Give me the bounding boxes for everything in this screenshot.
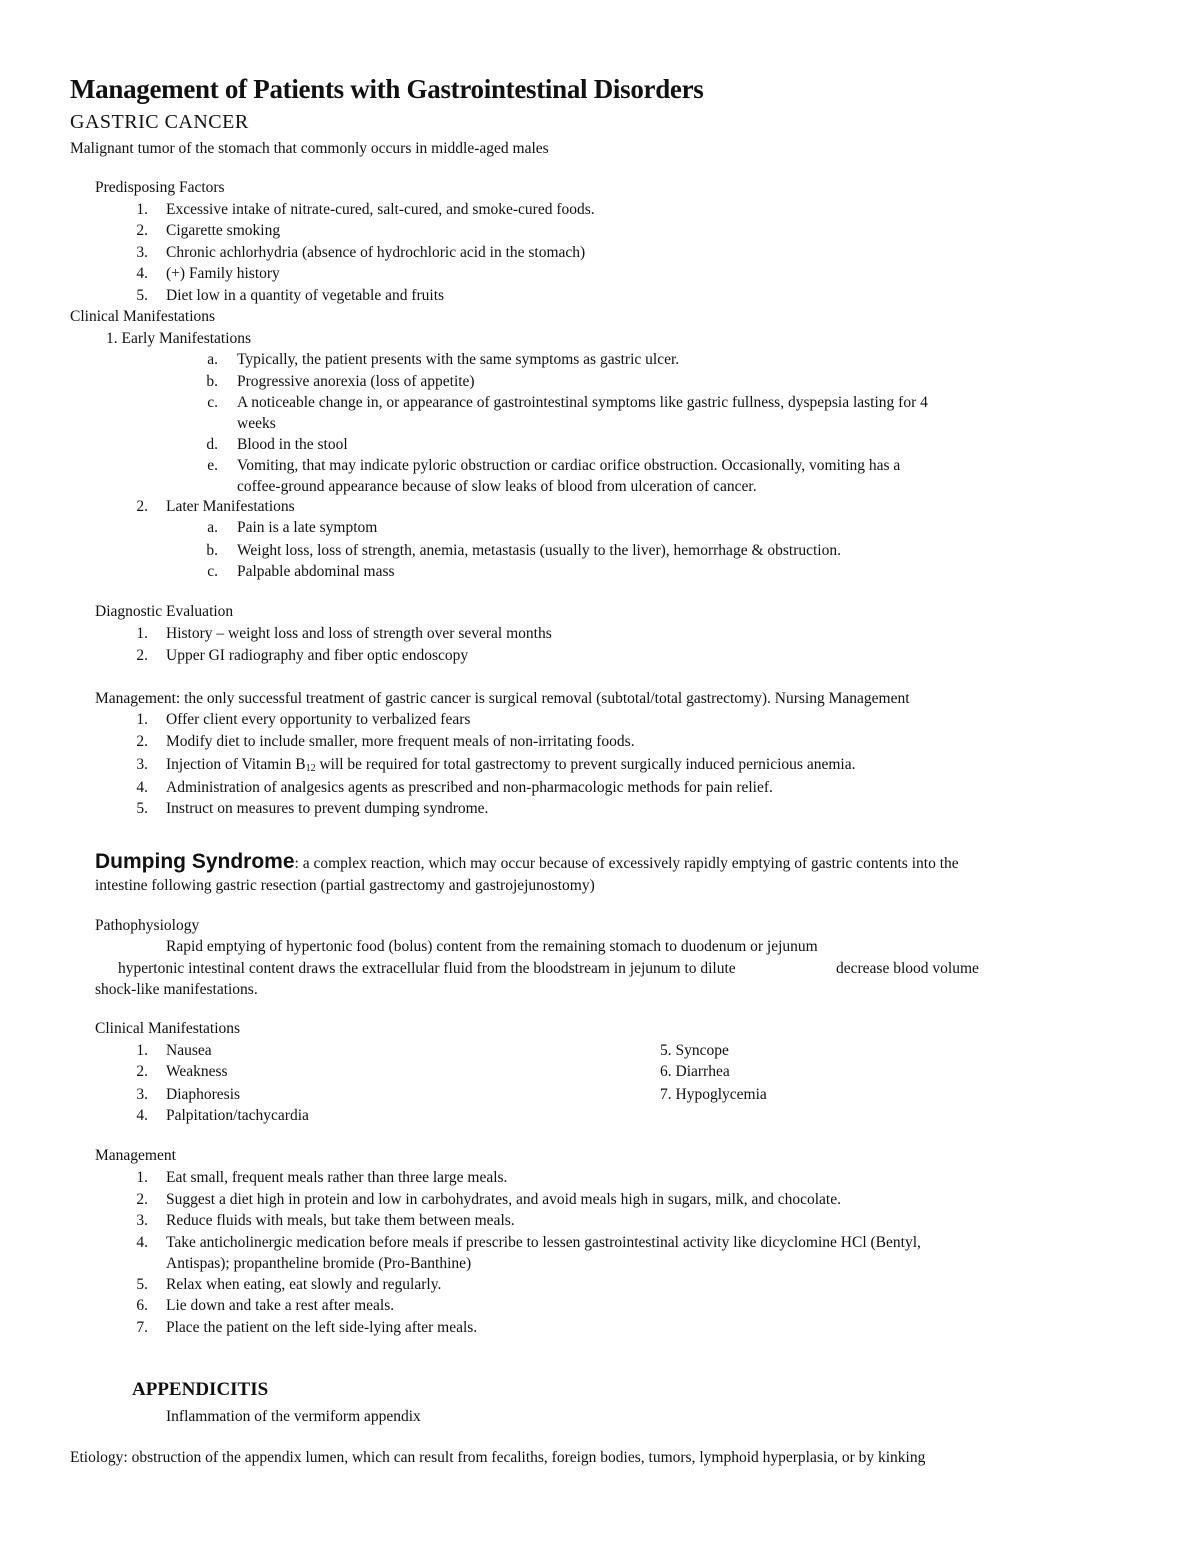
list-letter: a. xyxy=(207,519,218,536)
b12-text-rest: will be required for total gastrectomy to prevent surgically induced pernicious anemia. xyxy=(315,756,856,773)
dumping-desc-line2: intestine following gastric resection (partial gastrectomy and gastrojejunostomy) xyxy=(95,877,595,894)
pathophysiology-line: hypertonic intestinal content draws the extracellular fluid from the bloodstream in jejunum to dilute xyxy=(118,960,736,977)
list-number: 2. xyxy=(136,647,148,664)
list-item: Eat small, frequent meals rather than three large meals. xyxy=(166,1169,508,1186)
list-item: Palpitation/tachycardia xyxy=(166,1107,309,1124)
appendicitis-etiology: Etiology: obstruction of the appendix lumen, which can result from fecaliths, foreign bodies, tumors, lymphoid hyperplasia, or by kinking xyxy=(70,1449,926,1466)
list-number: 3. xyxy=(136,1212,148,1229)
diagnostic-evaluation-label: Diagnostic Evaluation xyxy=(95,603,234,620)
dumping-syndrome-title: Dumping Syndrome xyxy=(95,850,295,873)
pathophysiology-line: shock-like manifestations. xyxy=(95,981,258,998)
list-item: Weakness xyxy=(166,1063,228,1080)
list-item: Pain is a late symptom xyxy=(237,519,378,536)
list-number: 6. xyxy=(136,1297,148,1314)
list-item: Chronic achlorhydria (absence of hydrochloric acid in the stomach) xyxy=(166,244,586,261)
list-item-continuation: Antispas); propantheline bromide (Pro-Banthine) xyxy=(166,1255,472,1272)
list-letter: d. xyxy=(206,436,218,453)
b12-subscript: 12 xyxy=(305,763,316,774)
list-item: 7. Hypoglycemia xyxy=(660,1086,767,1103)
list-letter: b. xyxy=(206,542,218,559)
list-number: 2. xyxy=(136,1063,148,1080)
list-item: Blood in the stool xyxy=(237,436,348,453)
list-item: A noticeable change in, or appearance of gastrointestinal symptoms like gastric fullness, dyspepsia lasting for 4 xyxy=(237,394,928,411)
list-number: 2. xyxy=(136,498,148,515)
list-number: 3. xyxy=(136,756,148,773)
predisposing-label: Predisposing Factors xyxy=(95,179,225,196)
list-item xyxy=(166,755,855,778)
gastric-cancer-heading: GASTRIC CANCER xyxy=(70,111,249,133)
pathophysiology-label: Pathophysiology xyxy=(95,917,200,934)
later-manifestations-label: Later Manifestations xyxy=(166,498,295,515)
list-number: 4. xyxy=(136,265,148,282)
list-item: Instruct on measures to prevent dumping syndrome. xyxy=(166,800,489,817)
appendicitis-heading: APPENDICITIS xyxy=(132,1379,269,1400)
list-number: 1. xyxy=(136,1169,148,1186)
pathophysiology-line: Rapid emptying of hypertonic food (bolus) content from the remaining stomach to duodenum or jejunum xyxy=(166,938,818,955)
list-letter: a. xyxy=(207,351,218,368)
list-item: (+) Family history xyxy=(166,265,280,282)
list-number: 1. xyxy=(136,711,148,728)
management-text: Management: the only successful treatment of gastric cancer is surgical removal (subtotal/total gastrectomy). Nursing Management xyxy=(95,690,910,707)
list-item: Upper GI radiography and fiber optic endoscopy xyxy=(166,647,469,664)
b12-text: Injection of Vitamin B xyxy=(166,756,306,773)
list-item: Diaphoresis xyxy=(166,1086,241,1103)
list-number: 5. xyxy=(136,800,148,817)
dumping-clinical-label: Clinical Manifestations xyxy=(95,1020,241,1037)
list-number: 4. xyxy=(136,1107,148,1124)
list-number: 1. xyxy=(136,625,148,642)
dumping-management-label: Management xyxy=(95,1147,176,1164)
gastric-cancer-definition: Malignant tumor of the stomach that commonly occurs in middle-aged males xyxy=(70,140,549,157)
list-number: 5. xyxy=(136,287,148,304)
list-item: Diet low in a quantity of vegetable and fruits xyxy=(166,287,445,304)
list-number: 2. xyxy=(136,222,148,239)
list-number: 2. xyxy=(136,733,148,750)
list-number: 4. xyxy=(136,779,148,796)
list-number: 7. xyxy=(136,1319,148,1336)
list-item: Progressive anorexia (loss of appetite) xyxy=(237,373,475,390)
list-item: Suggest a diet high in protein and low in carbohydrates, and avoid meals high in sugars, milk, and chocolate. xyxy=(166,1191,841,1208)
list-item: 5. Syncope xyxy=(660,1042,729,1059)
list-item: Weight loss, loss of strength, anemia, metastasis (usually to the liver), hemorrhage & obstruction. xyxy=(237,542,841,559)
early-manifestations-label: 1. Early Manifestations xyxy=(106,330,252,347)
list-number: 2. xyxy=(136,1191,148,1208)
list-item: Modify diet to include smaller, more frequent meals of non-irritating foods. xyxy=(166,733,635,750)
list-item: Offer client every opportunity to verbalized fears xyxy=(166,711,471,728)
page-title: Management of Patients with Gastrointestinal Disorders xyxy=(70,74,704,104)
list-letter: e. xyxy=(207,457,218,474)
list-number: 1. xyxy=(136,1042,148,1059)
list-item: Lie down and take a rest after meals. xyxy=(166,1297,395,1314)
list-item: Administration of analgesics agents as prescribed and non-pharmacologic methods for pain relief. xyxy=(166,779,773,796)
list-item: Place the patient on the left side-lying after meals. xyxy=(166,1319,478,1336)
list-item: Vomiting, that may indicate pyloric obstruction or cardiac orifice obstruction. Occasionally, vomiting has a xyxy=(237,457,901,474)
list-item-continuation: weeks xyxy=(237,415,276,432)
list-item: Take anticholinergic medication before meals if prescribe to lessen gastrointestinal activity like dicyclomine HCl (Bentyl, xyxy=(166,1234,921,1251)
list-item: Palpable abdominal mass xyxy=(237,563,395,580)
list-item: Reduce fluids with meals, but take them between meals. xyxy=(166,1212,515,1229)
list-item-continuation: coffee-ground appearance because of slow leaks of blood from ulceration of cancer. xyxy=(237,478,757,495)
list-item: Typically, the patient presents with the same symptoms as gastric ulcer. xyxy=(237,351,680,368)
list-letter: c. xyxy=(207,394,218,411)
list-letter: b. xyxy=(206,373,218,390)
list-item: Cigarette smoking xyxy=(166,222,281,239)
list-letter: c. xyxy=(207,563,218,580)
dumping-desc: : a complex reaction, which may occur because of excessively rapidly emptying of gastric contents into the xyxy=(294,855,959,872)
list-item: Nausea xyxy=(166,1042,212,1059)
list-number: 1. xyxy=(136,201,148,218)
pathophysiology-line: decrease blood volume xyxy=(836,960,979,977)
list-item: Relax when eating, eat slowly and regularly. xyxy=(166,1276,442,1293)
list-item: 6. Diarrhea xyxy=(660,1063,730,1080)
list-number: 3. xyxy=(136,244,148,261)
list-item: History – weight loss and loss of strength over several months xyxy=(166,625,552,642)
dumping-syndrome-intro xyxy=(95,850,959,876)
list-number: 4. xyxy=(136,1234,148,1251)
list-number: 5. xyxy=(136,1276,148,1293)
appendicitis-definition: Inflammation of the vermiform appendix xyxy=(166,1408,421,1425)
list-number: 3. xyxy=(136,1086,148,1103)
clinical-manifestations-label: Clinical Manifestations xyxy=(70,308,216,325)
list-item: Excessive intake of nitrate-cured, salt-cured, and smoke-cured foods. xyxy=(166,201,595,218)
